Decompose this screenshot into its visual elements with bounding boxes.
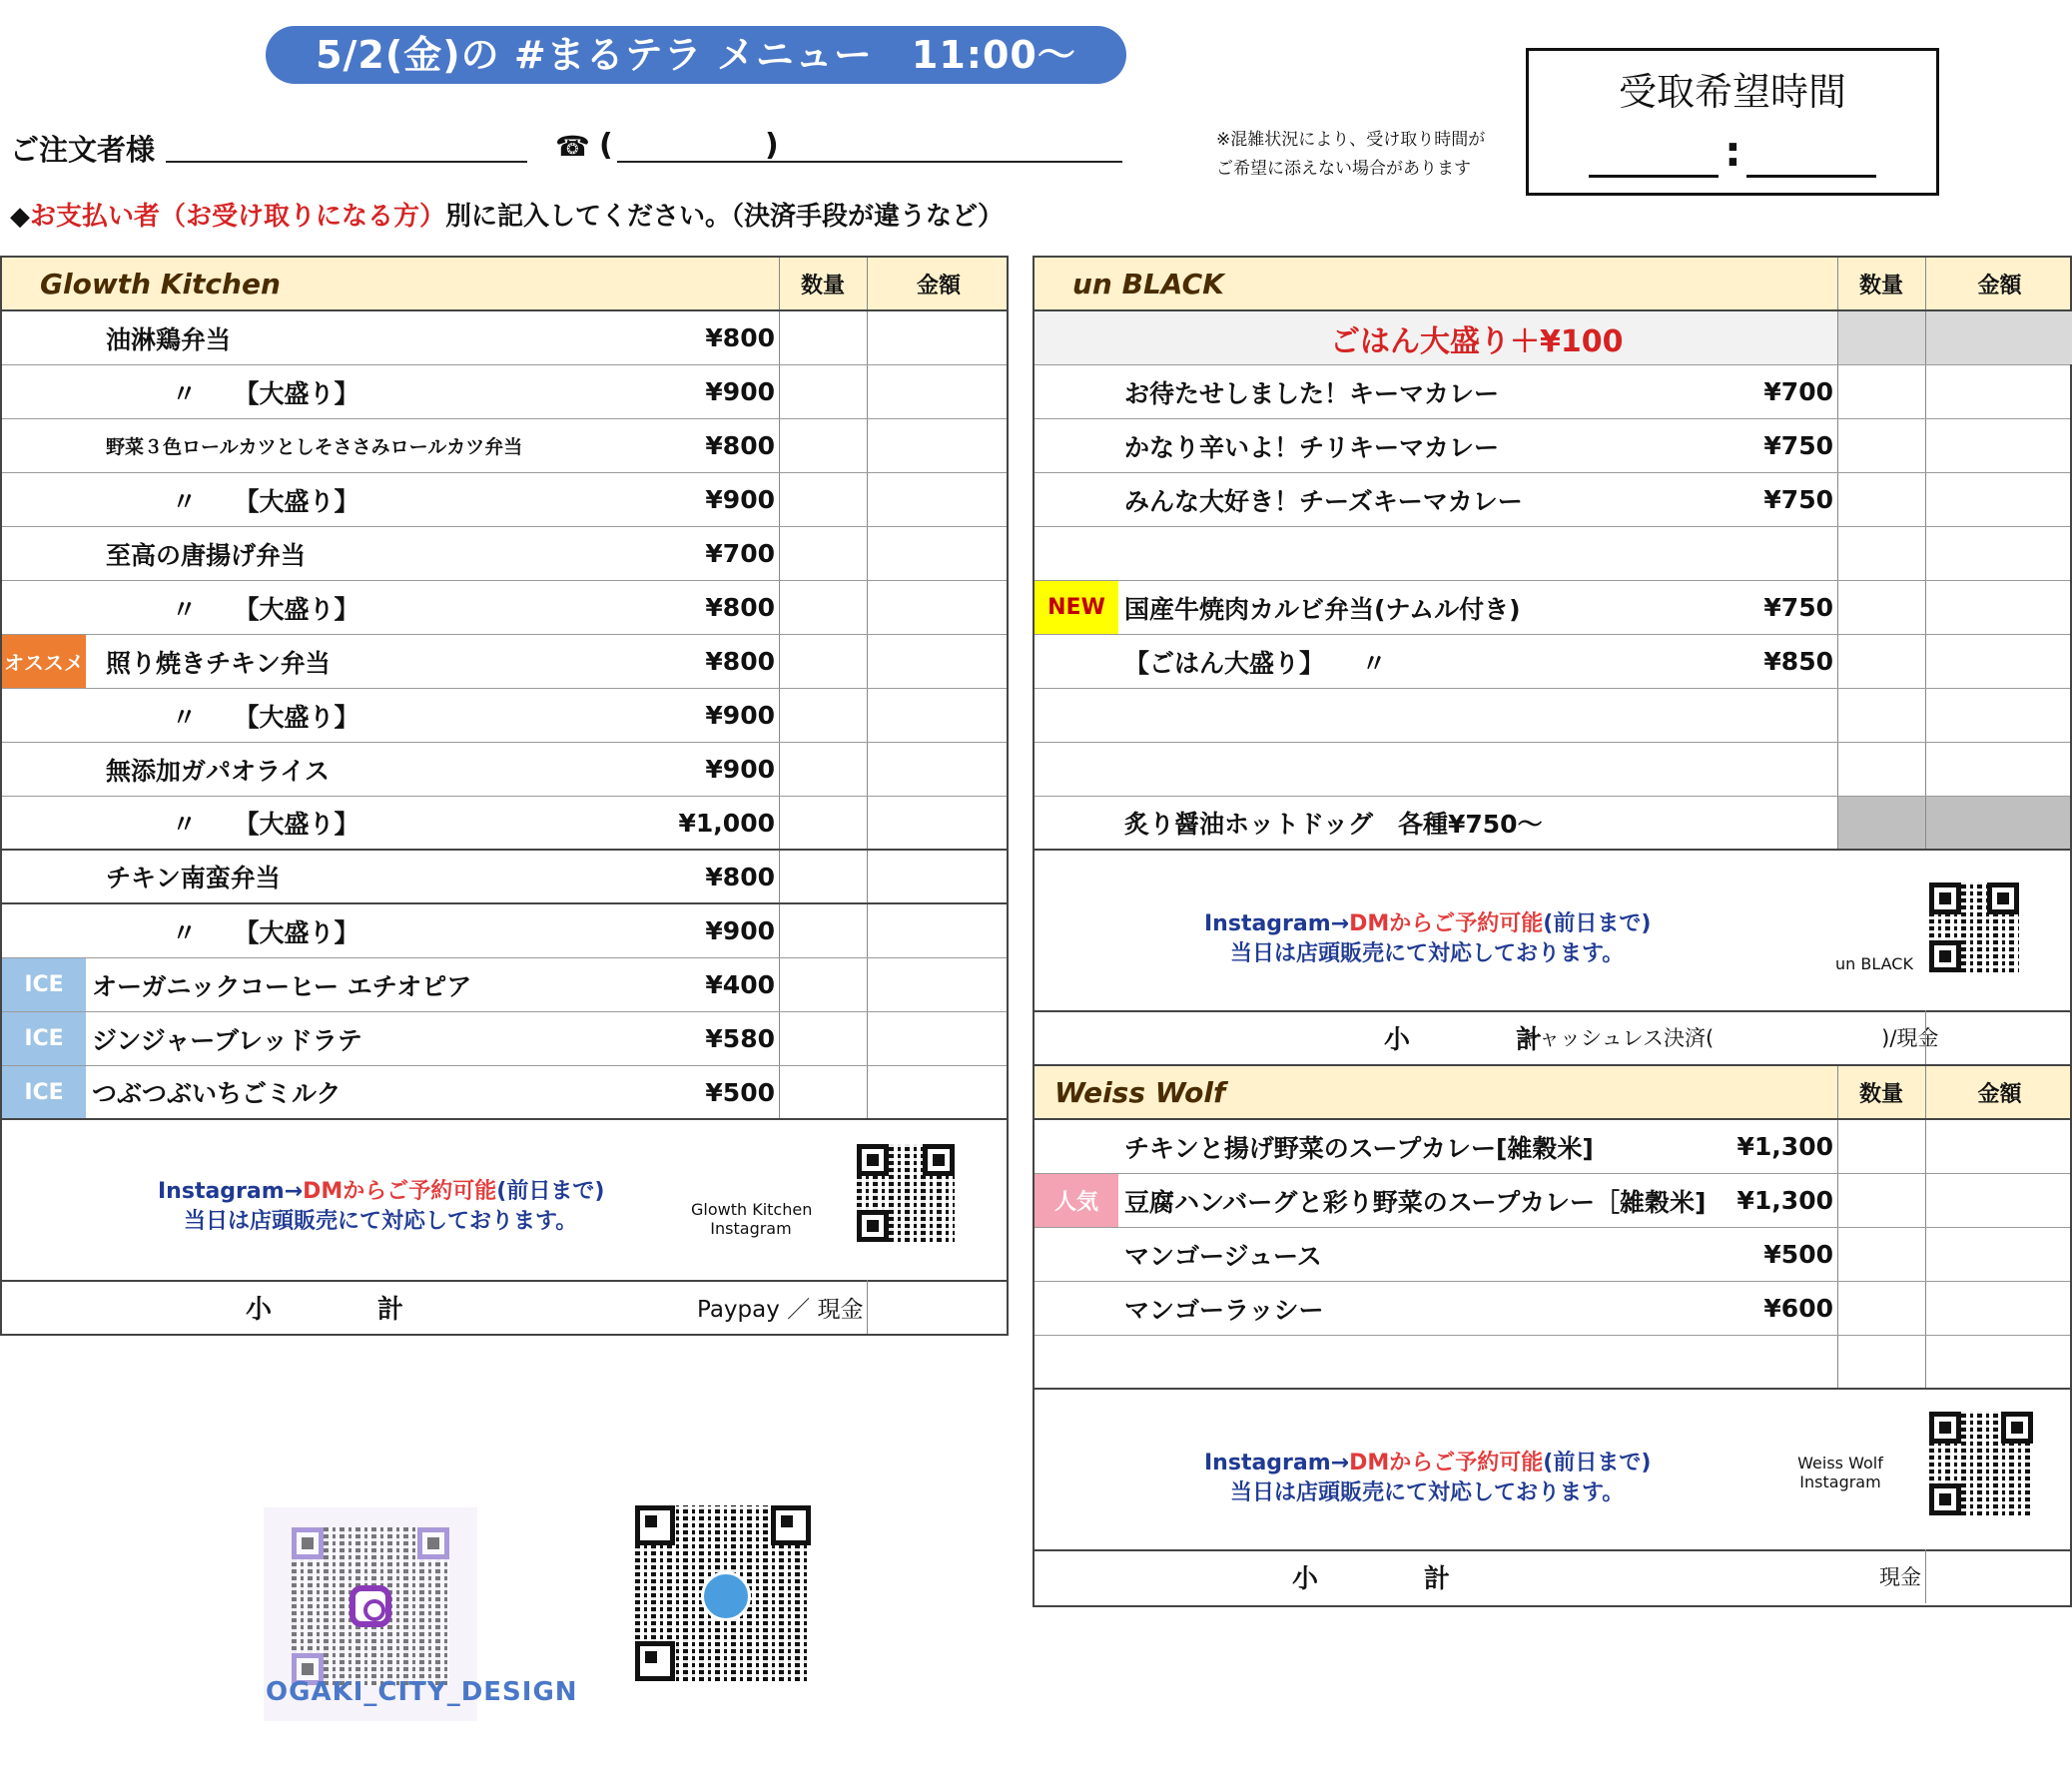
weiss-item-name: マンゴーラッシー bbox=[1124, 1295, 1324, 1325]
weiss-wolf-panel bbox=[1033, 1064, 2072, 1607]
unblack-amount-cell[interactable] bbox=[1925, 743, 2070, 796]
glowth-item-name: 〃 【大盛り】 bbox=[172, 810, 359, 839]
glowth-item-name: つぶつぶいちごミルク bbox=[92, 1079, 342, 1108]
weiss-ig-notice bbox=[1204, 1446, 1651, 1476]
weiss-ig-note: 当日は店頭販売にて対応しております。 bbox=[1230, 1480, 1625, 1505]
unblack-item-row bbox=[1035, 581, 2070, 635]
glowth-item-row bbox=[2, 689, 1007, 743]
glowth-qty-cell[interactable] bbox=[779, 581, 867, 634]
unblack-amount-cell[interactable] bbox=[1925, 581, 2070, 634]
glowth-item-row bbox=[2, 365, 1007, 419]
glowth-amount-cell[interactable] bbox=[867, 1012, 1007, 1065]
glowth-item-tag: ICE bbox=[2, 1012, 86, 1065]
weiss-qr-caption bbox=[1785, 1454, 1895, 1491]
unblack-item-price: ¥850 bbox=[1763, 647, 1833, 676]
unblack-item-row bbox=[1035, 743, 2070, 797]
glowth-qty-cell[interactable] bbox=[779, 904, 867, 957]
glowth-item-name: ジンジャーブレッドラテ bbox=[92, 1025, 362, 1055]
glowth-item-tag: ICE bbox=[2, 1066, 86, 1118]
glowth-item-price: ¥800 bbox=[705, 323, 775, 352]
glowth-qr-code bbox=[857, 1144, 955, 1242]
unblack-qty-cell[interactable] bbox=[1837, 797, 1925, 849]
glowth-amount-cell[interactable] bbox=[867, 1066, 1007, 1118]
unblack-item-price: ¥750 bbox=[1763, 593, 1833, 622]
unblack-amount-cell[interactable] bbox=[1925, 635, 2070, 688]
weiss-item-name: マンゴージュース bbox=[1124, 1241, 1322, 1271]
weiss-shop-name: Weiss Wolf bbox=[1054, 1075, 1226, 1109]
glowth-item-price: ¥500 bbox=[705, 1077, 775, 1107]
glowth-item-row bbox=[2, 419, 1007, 473]
unblack-rice-bonus: ごはん大盛り＋¥100 bbox=[1330, 323, 1624, 359]
unblack-qty-cell[interactable] bbox=[1837, 527, 1925, 580]
weiss-qty-cell[interactable] bbox=[1837, 1282, 1925, 1335]
weiss-item-row bbox=[1035, 1336, 2070, 1390]
weiss-amount-cell[interactable] bbox=[1925, 1336, 2070, 1388]
unblack-item-name: お待たせしました！キーマカレー bbox=[1124, 378, 1500, 408]
weiss-subtotal-row bbox=[1035, 1549, 2070, 1603]
glowth-qty-cell[interactable] bbox=[779, 419, 867, 472]
unblack-item-name: みんな大好き！チーズキーマカレー bbox=[1124, 486, 1523, 516]
payer-note-text: 別に記入してください。（決済手段が違うなど） bbox=[445, 202, 1005, 232]
unblack-item-row bbox=[1035, 473, 2070, 527]
glowth-item-name: 油淋鶏弁当 bbox=[106, 324, 232, 354]
unblack-ig-notice bbox=[1204, 906, 1651, 937]
weiss-caption-instagram: Instagram bbox=[1799, 1473, 1881, 1491]
weiss-subtotal-label: 小 計 bbox=[1292, 1563, 1491, 1594]
glowth-amount-cell[interactable] bbox=[867, 473, 1007, 526]
phone-paren-close: ) bbox=[765, 128, 779, 163]
pickup-time-title: 受取希望時間 bbox=[1618, 70, 1846, 114]
unblack-ig-suffix: (前日まで) bbox=[1543, 911, 1652, 936]
glowth-qty-header: 数量 bbox=[800, 273, 845, 298]
pickup-hour-field[interactable] bbox=[1589, 175, 1719, 178]
weiss-item-name: チキンと揚げ野菜のスープカレー[雑穀米] bbox=[1124, 1133, 1594, 1163]
glowth-item-name: チキン南蛮弁当 bbox=[106, 864, 281, 892]
weiss-qty-cell[interactable] bbox=[1837, 1174, 1925, 1227]
unblack-qty-cell[interactable] bbox=[1837, 581, 1925, 634]
unblack-ig-note: 当日は店頭販売にて対応しております。 bbox=[1230, 941, 1625, 966]
instagram-icon bbox=[349, 1585, 391, 1627]
weiss-item-row bbox=[1035, 1282, 2070, 1336]
weiss-qr-code bbox=[1929, 1412, 2033, 1515]
glowth-ig-note: 当日は店頭販売にて対応しております。 bbox=[184, 1209, 578, 1234]
glowth-qty-cell[interactable] bbox=[779, 473, 867, 526]
unblack-shop-name: un BLACK bbox=[1072, 267, 1224, 300]
marutera-logo-icon bbox=[701, 1571, 751, 1621]
glowth-item-row bbox=[2, 581, 1007, 635]
orderer-name-field[interactable] bbox=[166, 161, 527, 163]
un-black-panel bbox=[1033, 256, 2072, 1066]
unblack-amount-cell[interactable] bbox=[1925, 419, 2070, 472]
glowth-item-row bbox=[2, 904, 1007, 958]
unblack-header-row bbox=[1035, 258, 2070, 311]
glowth-caption-instagram: Instagram bbox=[710, 1219, 792, 1238]
unblack-amount-cell[interactable] bbox=[1925, 797, 2070, 849]
weiss-item-row bbox=[1035, 1120, 2070, 1174]
glowth-item-row bbox=[2, 311, 1007, 365]
weiss-qty-cell[interactable] bbox=[1837, 1336, 1925, 1388]
glowth-item-name: 〃 【大盛り】 bbox=[172, 486, 359, 516]
unblack-item-price: ¥750 bbox=[1763, 485, 1833, 514]
unblack-qty-cell[interactable] bbox=[1837, 419, 1925, 472]
glowth-item-price: ¥800 bbox=[705, 862, 775, 891]
glowth-item-row bbox=[2, 1012, 1007, 1066]
unblack-item-row bbox=[1035, 527, 2070, 581]
glowth-ig-suffix: (前日まで) bbox=[496, 1179, 605, 1204]
glowth-item-name: 〃 【大盛り】 bbox=[172, 702, 359, 732]
glowth-ig-prefix: Instagram→ bbox=[158, 1179, 304, 1204]
unblack-amount-cell[interactable] bbox=[1925, 527, 2070, 580]
glowth-amount-cell[interactable] bbox=[867, 311, 1007, 364]
crowd-note-line-1: ※混雑状況により、受け取り時間が bbox=[1216, 130, 1486, 150]
weiss-header-row bbox=[1035, 1066, 2070, 1120]
weiss-ig-dm: DMからご予約可能 bbox=[1349, 1451, 1544, 1475]
phone-icon: ☎ bbox=[555, 130, 590, 163]
phone-number-field[interactable] bbox=[617, 161, 1122, 163]
unblack-qr-caption: un BLACK bbox=[1835, 954, 1913, 973]
glowth-amount-cell[interactable] bbox=[867, 904, 1007, 957]
weiss-amount-cell[interactable] bbox=[1925, 1282, 2070, 1335]
unblack-item-row bbox=[1035, 365, 2070, 419]
payer-note-bullet: ◆ bbox=[10, 202, 30, 232]
glowth-item-price: ¥580 bbox=[705, 1024, 775, 1053]
glowth-item-price: ¥900 bbox=[705, 755, 775, 784]
weiss-item-row bbox=[1035, 1228, 2070, 1282]
glowth-item-row bbox=[2, 958, 1007, 1012]
unblack-item-price: ¥750 bbox=[1763, 431, 1833, 460]
glowth-item-name: 至高の唐揚げ弁当 bbox=[106, 540, 307, 570]
glowth-qty-cell[interactable] bbox=[779, 958, 867, 1011]
weiss-caption-name: Weiss Wolf bbox=[1797, 1454, 1883, 1473]
glowth-item-name: 無添加ガパオライス bbox=[106, 756, 331, 786]
glowth-item-price: ¥400 bbox=[705, 970, 775, 999]
glowth-info-block bbox=[2, 1122, 1007, 1282]
pickup-minute-field[interactable] bbox=[1746, 175, 1876, 178]
unblack-item-row bbox=[1035, 419, 2070, 473]
unblack-payment-methods: キャッシュレス決済( )/現金 bbox=[1518, 1026, 1939, 1050]
unblack-qty-cell[interactable] bbox=[1837, 743, 1925, 796]
glowth-amount-cell[interactable] bbox=[867, 527, 1007, 580]
unblack-qty-cell[interactable] bbox=[1837, 689, 1925, 742]
glowth-item-name: 照り焼きチキン弁当 bbox=[106, 648, 331, 678]
glowth-qty-cell[interactable] bbox=[779, 365, 867, 418]
weiss-item-price: ¥1,300 bbox=[1736, 1186, 1833, 1215]
glowth-qty-cell[interactable] bbox=[779, 797, 867, 849]
marutera-qr-code bbox=[635, 1505, 811, 1681]
glowth-qty-cell[interactable] bbox=[779, 1012, 867, 1065]
unblack-info-block bbox=[1035, 853, 2070, 1012]
glowth-item-price: ¥900 bbox=[705, 701, 775, 730]
weiss-item-name: 豆腐ハンバーグと彩り野菜のスープカレー［雑穀米] bbox=[1124, 1187, 1707, 1217]
crowd-note bbox=[1216, 126, 1485, 184]
unblack-item-tag: NEW bbox=[1035, 581, 1118, 634]
unblack-rice-bonus-row bbox=[1035, 311, 2070, 365]
unblack-item-name: 【ごはん大盛り】 〃 bbox=[1124, 648, 1387, 678]
unblack-item-name: かなり辛いよ！チリキーマカレー bbox=[1124, 432, 1500, 462]
menu-title: 5/2(金)の #まるテラ メニュー 11:00〜14:00 bbox=[266, 26, 1126, 84]
glowth-amount-cell[interactable] bbox=[867, 851, 1007, 902]
unblack-qr-code bbox=[1929, 883, 2019, 972]
glowth-item-name: オーガニックコーヒー エチオピア bbox=[92, 971, 472, 1001]
glowth-amount-cell[interactable] bbox=[867, 581, 1007, 634]
glowth-amount-cell[interactable] bbox=[867, 743, 1007, 796]
unblack-amount-header: 金額 bbox=[1977, 273, 2022, 298]
unblack-item-price: ¥700 bbox=[1763, 377, 1833, 406]
glowth-item-price: ¥900 bbox=[705, 485, 775, 514]
glowth-shop-name: Glowth Kitchen bbox=[40, 267, 281, 300]
unblack-item-name: 国産牛焼肉カルビ弁当(ナムル付き) bbox=[1124, 594, 1521, 624]
glowth-item-price: ¥800 bbox=[705, 593, 775, 622]
unblack-qty-cell[interactable] bbox=[1837, 635, 1925, 688]
unblack-item-row bbox=[1035, 689, 2070, 743]
glowth-item-row bbox=[2, 851, 1007, 904]
unblack-qty-cell[interactable] bbox=[1837, 473, 1925, 526]
pickup-time-box bbox=[1526, 48, 1939, 196]
orderer-label: ご注文者様 bbox=[10, 133, 156, 167]
unblack-item-row bbox=[1035, 635, 2070, 689]
glowth-ig-notice bbox=[158, 1174, 604, 1205]
glowth-item-row bbox=[2, 743, 1007, 797]
glowth-amount-cell[interactable] bbox=[867, 419, 1007, 472]
unblack-amount-cell[interactable] bbox=[1925, 473, 2070, 526]
unblack-item-name: 炙り醤油ホットドッグ 各種¥750〜 bbox=[1124, 810, 1543, 839]
glowth-item-name: 野菜３色ロールカツとしそささみロールカツ弁当 bbox=[106, 436, 523, 458]
unblack-qty-header: 数量 bbox=[1858, 273, 1903, 298]
glowth-qty-cell[interactable] bbox=[779, 527, 867, 580]
glowth-item-row bbox=[2, 635, 1007, 689]
weiss-amount-cell[interactable] bbox=[1925, 1228, 2070, 1281]
glowth-item-price: ¥900 bbox=[705, 377, 775, 406]
glowth-qty-cell[interactable] bbox=[779, 851, 867, 902]
glowth-amount-cell[interactable] bbox=[867, 797, 1007, 849]
glowth-kitchen-panel bbox=[0, 256, 1009, 1336]
glowth-item-name: 〃 【大盛り】 bbox=[172, 378, 359, 408]
payer-note-highlight: お支払い者（お受け取りになる方） bbox=[30, 202, 446, 232]
ogaki-city-design-label: OGAKI_CITY_DESIGN bbox=[266, 1677, 578, 1707]
glowth-item-price: ¥700 bbox=[705, 539, 775, 568]
glowth-ig-dm: DMからご予約可能 bbox=[303, 1179, 497, 1204]
weiss-qty-cell[interactable] bbox=[1837, 1120, 1925, 1173]
glowth-qty-cell[interactable] bbox=[779, 1066, 867, 1118]
glowth-qty-cell[interactable] bbox=[779, 743, 867, 796]
glowth-caption-name: Glowth Kitchen bbox=[691, 1200, 813, 1219]
glowth-qty-cell[interactable] bbox=[779, 635, 867, 688]
glowth-item-price: ¥800 bbox=[705, 431, 775, 460]
glowth-header-row bbox=[2, 258, 1007, 311]
weiss-ig-suffix: (前日まで) bbox=[1543, 1451, 1652, 1475]
weiss-amount-cell[interactable] bbox=[1925, 1120, 2070, 1173]
weiss-item-row bbox=[1035, 1174, 2070, 1228]
glowth-item-price: ¥800 bbox=[705, 647, 775, 676]
weiss-amount-cell[interactable] bbox=[1925, 1174, 2070, 1227]
glowth-qty-cell[interactable] bbox=[779, 689, 867, 742]
glowth-item-row bbox=[2, 527, 1007, 581]
weiss-qty-header: 数量 bbox=[1858, 1081, 1903, 1107]
weiss-item-price: ¥500 bbox=[1763, 1240, 1833, 1269]
glowth-item-price: ¥900 bbox=[705, 916, 775, 945]
unblack-amount-cell[interactable] bbox=[1925, 365, 2070, 418]
glowth-item-price: ¥1,000 bbox=[678, 808, 775, 838]
glowth-item-name: 〃 【大盛り】 bbox=[172, 917, 359, 947]
unblack-qty-cell[interactable] bbox=[1837, 365, 1925, 418]
glowth-amount-header: 金額 bbox=[916, 273, 961, 298]
glowth-amount-cell[interactable] bbox=[867, 958, 1007, 1011]
glowth-amount-cell[interactable] bbox=[867, 635, 1007, 688]
glowth-item-tag: オススメ bbox=[2, 635, 86, 688]
unblack-ig-prefix: Instagram→ bbox=[1204, 911, 1350, 936]
unblack-subtotal-label: 小 計 bbox=[1384, 1024, 1583, 1055]
glowth-item-row bbox=[2, 1066, 1007, 1120]
glowth-item-name: 〃 【大盛り】 bbox=[172, 594, 359, 624]
weiss-ig-prefix: Instagram→ bbox=[1204, 1451, 1350, 1475]
glowth-item-row bbox=[2, 473, 1007, 527]
weiss-item-price: ¥1,300 bbox=[1736, 1132, 1833, 1161]
weiss-amount-header: 金額 bbox=[1977, 1081, 2022, 1107]
crowd-note-line-2: ご希望に添えない場合があります bbox=[1216, 159, 1471, 179]
weiss-item-price: ¥600 bbox=[1763, 1294, 1833, 1323]
phone-paren-open: ( bbox=[599, 128, 613, 163]
glowth-subtotal-row bbox=[2, 1280, 1007, 1334]
unblack-ig-dm: DMからご予約可能 bbox=[1349, 911, 1544, 936]
unblack-item-row bbox=[1035, 797, 2070, 851]
weiss-info-block bbox=[1035, 1392, 2070, 1551]
weiss-payment-methods: 現金 bbox=[1879, 1565, 1921, 1589]
pickup-colon: : bbox=[1725, 127, 1741, 176]
unblack-amount-cell[interactable] bbox=[1925, 689, 2070, 742]
weiss-qty-cell[interactable] bbox=[1837, 1228, 1925, 1281]
glowth-subtotal-label: 小 計 bbox=[246, 1294, 444, 1325]
payer-note bbox=[10, 196, 1004, 233]
glowth-item-row bbox=[2, 797, 1007, 851]
glowth-amount-cell[interactable] bbox=[867, 689, 1007, 742]
glowth-qty-cell[interactable] bbox=[779, 311, 867, 364]
weiss-item-tag: 人気 bbox=[1035, 1174, 1118, 1227]
glowth-amount-cell[interactable] bbox=[867, 365, 1007, 418]
unblack-subtotal-row bbox=[1035, 1010, 2070, 1064]
glowth-payment-methods: Paypay ／ 現金 bbox=[697, 1296, 864, 1323]
glowth-item-tag: ICE bbox=[2, 958, 86, 1011]
glowth-qr-caption bbox=[691, 1200, 811, 1238]
